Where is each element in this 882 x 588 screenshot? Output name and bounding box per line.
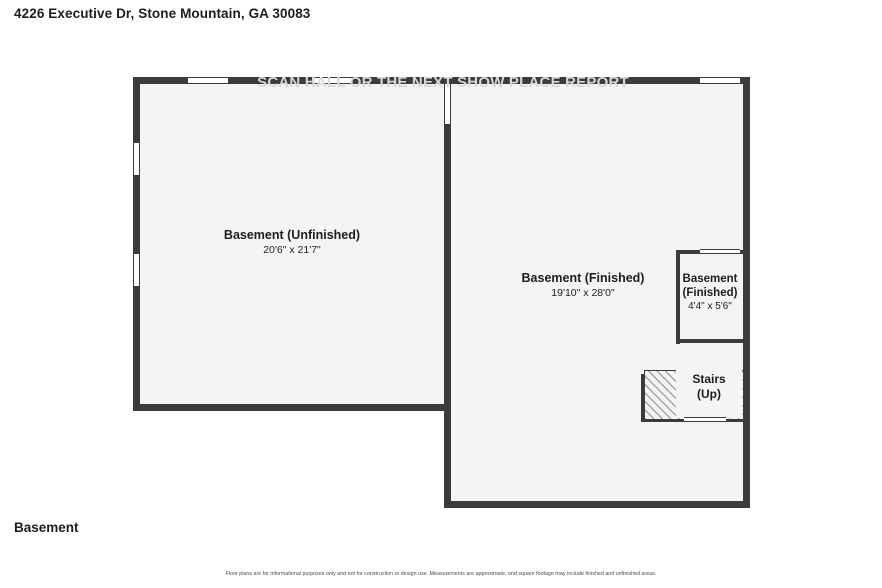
room-name-basement-finished-main: Basement (Finished) bbox=[521, 271, 645, 285]
window-left-upper bbox=[133, 143, 140, 175]
wall-closet-bottom bbox=[676, 339, 744, 343]
room-name-stairs-line2: (Up) bbox=[697, 386, 721, 401]
room-label-basement-unfinished bbox=[192, 228, 392, 257]
room-label-basement-finished-main bbox=[483, 271, 683, 300]
floor-label: Basement bbox=[14, 520, 79, 535]
wall-left bbox=[133, 77, 140, 411]
window-closet-top bbox=[700, 249, 740, 254]
page-title: 4226 Executive Dr, Stone Mountain, GA 30083 bbox=[14, 6, 311, 21]
room-dimensions-basement-finished-main: 19'10" x 28'0" bbox=[551, 287, 615, 300]
wall-bottom-left-block bbox=[133, 404, 450, 411]
watermark-text: SCAN HALL OR THE NEXT SHOW PLACE REPORT bbox=[257, 74, 629, 91]
room-name-basement-finished-small-line1: Basement bbox=[682, 273, 738, 285]
room-name-basement-finished-small-line2: (Finished) bbox=[682, 287, 738, 300]
wall-interior-divider bbox=[444, 77, 451, 508]
room-name-basement-unfinished: Basement (Unfinished) bbox=[223, 228, 361, 242]
wall-bottom-right-block bbox=[444, 501, 750, 508]
room-dimensions-basement-unfinished: 20'6" x 21'7" bbox=[263, 244, 321, 257]
doorway-stairs-bottom bbox=[684, 417, 726, 422]
room-label-basement-finished-small bbox=[662, 272, 758, 313]
room-dimensions-basement-finished-small: 4'4" x 5'6" bbox=[688, 301, 732, 313]
disclaimer-text: Floor plans are for informational purposes only and not for construction or design use. Measurements are approximate, and square footage may include finished and unfinished areas. bbox=[225, 571, 657, 577]
window-left-lower bbox=[133, 254, 140, 286]
room-name-stairs-line1: Stairs bbox=[692, 372, 726, 386]
window-top-right bbox=[700, 77, 740, 84]
window-top-left bbox=[188, 77, 228, 84]
room-label-stairs bbox=[668, 372, 750, 401]
